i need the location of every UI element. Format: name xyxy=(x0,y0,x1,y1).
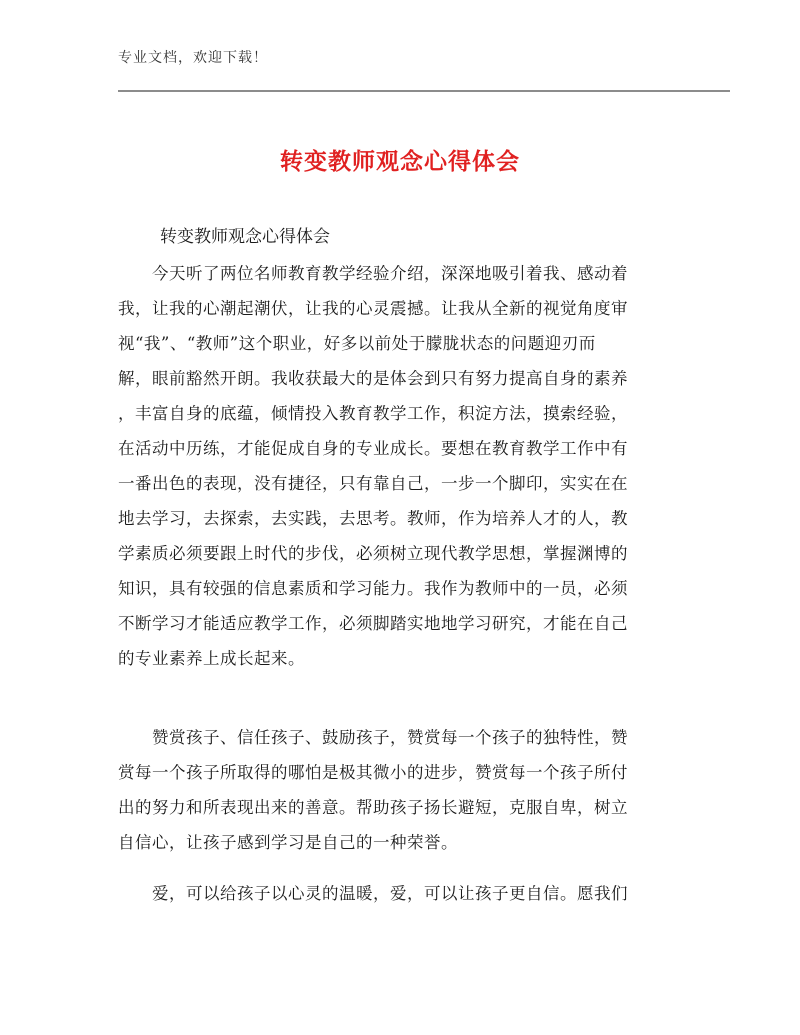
header-text: 专业文档，欢迎下载！ xyxy=(118,50,268,66)
paragraph-line: 学素质必须要跟上时代的步伐，必须树立现代教学思想，掌握渊博的 xyxy=(118,544,628,563)
paragraph-line: 我，让我的心潮起潮伏，让我的心灵震撼。让我从全新的视觉角度审 xyxy=(118,299,628,318)
paragraph-line: 的专业素养上成长起来。 xyxy=(118,649,305,668)
paragraph-line: 在活动中历练，才能促成自身的专业成长。要想在教育教学工作中有 xyxy=(118,439,628,458)
paragraph-3 xyxy=(118,876,678,911)
paragraph-line: 解，眼前豁然开朗。我收获最大的是体会到只有努力提高自身的素养 xyxy=(118,369,628,388)
document-subtitle: 转变教师观念心得体会 xyxy=(160,227,330,247)
paragraph-line: 赞赏孩子、信任孩子、鼓励孩子，赞赏每一个孩子的独特性，赞 xyxy=(152,728,628,747)
paragraph-line: 赏每一个孩子所取得的哪怕是极其微小的进步，赞赏每一个孩子所付 xyxy=(118,763,628,782)
paragraph-line: 知识，具有较强的信息素质和学习能力。我作为教师中的一员，必须 xyxy=(118,579,628,598)
paragraph-line: 出的努力和所表现出来的善意。帮助孩子扬长避短，克服自卑，树立 xyxy=(118,798,628,817)
paragraph-line: 不断学习才能适应教学工作，必须脚踏实地地学习研究，才能在自己 xyxy=(118,614,628,633)
document-title: 转变教师观念心得体会 xyxy=(280,149,520,175)
paragraph-line: 今天听了两位名师教育教学经验介绍，深深地吸引着我、感动着 xyxy=(152,264,628,283)
header-divider xyxy=(118,90,730,92)
paragraph-line: 一番出色的表现，没有捷径，只有靠自己，一步一个脚印，实实在在 xyxy=(118,474,628,493)
paragraph-line: 地去学习，去探索，去实践，去思考。教师，作为培养人才的人，教 xyxy=(118,509,628,528)
paragraph-2 xyxy=(118,720,678,860)
paragraph-1 xyxy=(118,256,678,676)
paragraph-line: 爱，可以给孩子以心灵的温暖，爱，可以让孩子更自信。愿我们 xyxy=(152,884,628,903)
paragraph-line: 自信心，让孩子感到学习是自己的一种荣誉。 xyxy=(118,833,458,852)
paragraph-line: ，丰富自身的底蕴，倾情投入教育教学工作，积淀方法，摸索经验， xyxy=(118,404,628,423)
paragraph-line: 视“我”、“教师”这个职业，好多以前处于朦胧状态的问题迎刃而 xyxy=(118,334,596,353)
